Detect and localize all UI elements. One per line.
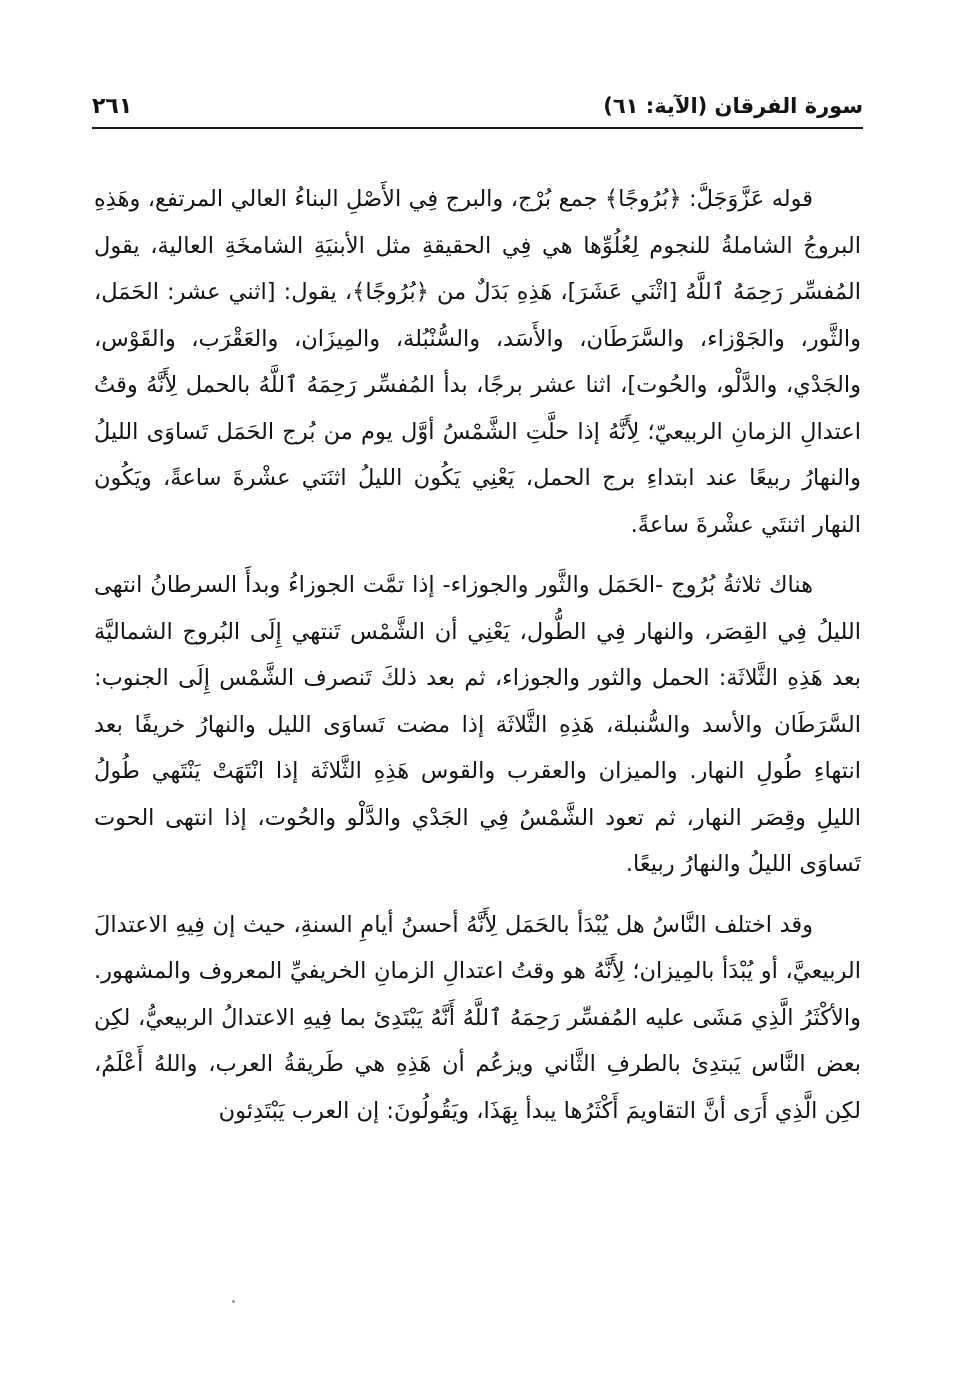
- scan-speck: [232, 1300, 235, 1303]
- paragraph-3: وقد اختلف النَّاسُ هل يُبْدَأ بالحَمَل لِأَنَّهُ أحسنُ أيامِ السنةِ، حيث إن فِيهِ الاعتدالَ الربيعيَّ، أو يُبْدَأ بالمِيزان؛ لِأَنَّهُ هو وقتُ اعتدالِ الزمانِ الخريفيِّ المعروف والمشهور. والأكْثَرُ الَّذِي مَشَى عليه المُفسِّر رَحِمَهُ ٱللَّهُ أَنَّهُ يَبْتَدِئ بما فِيهِ الاعتدالُ الربيعيُّ، لكِن بعض النَّاس يَبتدِئ بالطرفِ الثَّاني ويزعُم أن هَذِهِ هي طَريقةُ العرب، واللهُ أَعْلَمُ، لكِن الَّذِي أَرَى أنَّ التقاويمَ أَكْثَرُها يبدأ بِهَذَا، ويَقُولُونَ: إن العرب يَبْتَدِئون: [94, 911, 861, 1124]
- paragraph-1: قوله عَزَّوَجَلَّ: ﴿بُرُوجًا﴾ جمع بُرْج، والبرج فِي الأَصْلِ البناءُ العالي المرتفع، وهَذِهِ البروجُ الشاملةُ للنجوم لِعُلُوِّها هي فِي الحقيقةِ مثل الأبنيَةِ الشامخَةِ العالية، يقول المُفسِّر رَحِمَهُ ٱللَّهُ [اثْنَي عَشَرَ]، هَذِهِ بَدَلٌ من ﴿بُرُوجًا﴾، يقول: [اثني عشر: الحَمَل، والثَّور، والجَوْزاء، والسَّرَطَان، والأَسَد، والسُّنْبُلة، والمِيزَان، والعَقْرَب، والقَوْس، والجَدْي، والدَّلْو، والحُوت]، اثنا عشر برجًا، بدأ المُفسِّر رَحِمَهُ ٱللَّهُ بالحمل لِأَنَّهُ وقتُ اعتدالِ الزمانِ الربيعيّ؛ لِأَنَّهُ إذا حلَّتِ الشَّمْسُ أوَّل يوم من بُرج الحَمَل تَساوَى الليلُ والنهارُ ربيعًا عند ابتداءِ برج الحمل، يَعْنِي يَكُون الليلُ اثنَتي عشْرةَ ساعةً، ويَكُون النهار اثنتَي عشْرةَ ساعةً.: [94, 186, 861, 538]
- surah-title: سورة الفرقان (الآية: ٦١): [603, 94, 863, 118]
- page-number: ٢٦١: [92, 94, 133, 119]
- main-text: [94, 176, 861, 1134]
- paragraph-2: هناك ثلاثةُ بُرُوج -الحَمَل والثَّور والجوزاء- إذا تمَّت الجوزاءُ وبدأَ السرطانُ انتهى الليلُ فِي القِصَر، والنهار فِي الطُّول، يَعْنِي أن الشَّمْس تَنتهي إِلَى البُروج الشماليَّة بعد هَذِهِ الثَّلاثَة: الحمل والثور والجوزاء، ثم بعد ذلكَ تَنصرف الشَّمْس إِلَى الجنوب: السَّرَطَان والأسد والسُّنبلة، هَذِهِ الثَّلاثَة إذا مضت تَساوَى الليل والنهارُ خريفًا بعد انتهاءِ طُولِ النهار. والميزان والعقرب والقوس هَذِهِ الثَّلاثَة إذا انْتَهَتْ يَنْتَهي طُولُ الليلِ وقِصَر النهار، ثم تعود الشَّمْسُ فِي الجَدْي والدَّلْو والحُوت، إذا انتهى الحوت تَساوَى الليلُ والنهارُ ربيعًا.: [94, 572, 861, 877]
- header-divider: [92, 127, 863, 129]
- running-header: [92, 94, 863, 128]
